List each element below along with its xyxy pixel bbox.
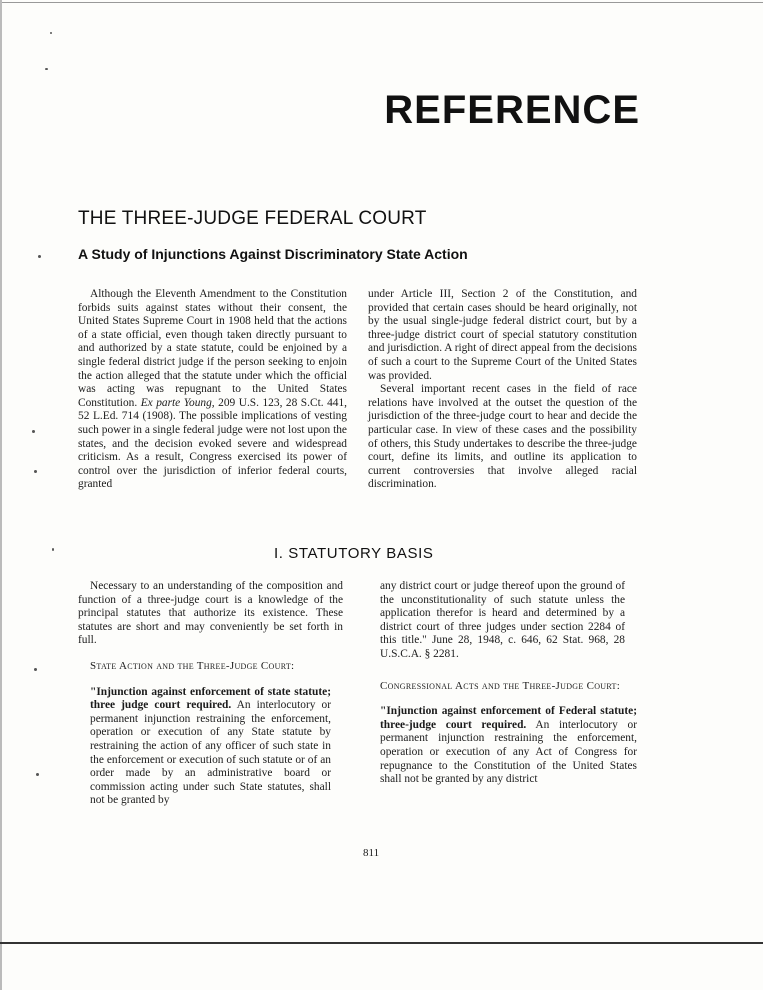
quote-text: An interlocutory or permanent injunction restraining the enforcement, operation or execution of any Act of Congress for repugnance to the Constitution of the United States shall not be granted by any district xyxy=(380,718,637,786)
left-edge-shadow xyxy=(0,0,2,990)
section-left-column xyxy=(78,580,343,808)
intro-left-column xyxy=(78,288,347,492)
intro-text-b: 209 U.S. 123, 28 S.Ct. 441, 52 L.Ed. 714 (1908). The possible implications of vesting such power in a single federal judge were not lost upon the states, and the decision evoked severe and widespread criticism. As a result, Congress exercised its power of control over the jurisdiction of inferior federal courts, granted xyxy=(78,396,347,491)
section-paragraph: Necessary to an understanding of the composition and function of a three-judge court is a knowledge of the principal statutes that authorize its existence. These statutes are short and may conveniently be set forth in full. xyxy=(78,580,343,647)
intro-right-paragraph-1: under Article III, Section 2 of the Constitution, and provided that certain cases should be heard originally, not by the usual single-judge federal district court, but by a three-judge district court of special statutory constitution and jurisdiction. A right of direct appeal from the decisions of such a court to the Supreme Court of the United States was provided. xyxy=(368,288,637,382)
top-edge-rule xyxy=(0,2,763,3)
bottom-rule xyxy=(0,942,763,944)
intro-right-paragraph-2: Several important recent cases in the field of race relations have involved at the outset the question of the jurisdiction of the three-judge court to hear and decide the particular case. In view of these cases and the possibility of others, this Study undertakes to describe the three-judge court, define its limits, and outline its application to current controversies that involve alleged racial discrimination. xyxy=(368,383,637,491)
scan-speck xyxy=(45,68,48,70)
scan-speck xyxy=(36,773,39,776)
scan-speck xyxy=(32,430,35,433)
banner-heading: REFERENCE xyxy=(384,88,640,132)
scan-speck xyxy=(34,470,37,473)
quote-federal-statute xyxy=(380,705,637,787)
quote-state-statute xyxy=(90,686,331,808)
subhead-state-action: State Action and the Three-Judge Court: xyxy=(90,659,295,672)
quote-continuation-text: any district court or judge thereof upon the ground of the unconstitutionality of such statute unless the application therefor is heard and determined by a district court of three judges under section 2284 of this title." June 28, 1948, c. 646, 62 Stat. 968, 28 U.S.C.A. § 2281. xyxy=(380,580,625,660)
section-right-column xyxy=(368,580,637,787)
quote-text: An interlocutory or permanent injunction restraining the enforcement, operation or execution of any State statute by restraining the action of any officer of such state in the enforcement or execution of such statute or of an order made by an administrative board or commission acting under such State statutes, shall not be granted by xyxy=(90,699,331,807)
case-citation: Ex parte Young, xyxy=(140,396,215,409)
intro-paragraph xyxy=(78,288,347,492)
page-number: 811 xyxy=(363,847,380,859)
scan-speck xyxy=(52,548,54,551)
quote-heading: "Injunction against enforcement of Federal statute; three-judge court required. xyxy=(380,705,637,731)
quote-continuation xyxy=(380,580,625,662)
intro-right-column xyxy=(368,288,637,492)
scan-speck xyxy=(50,32,52,34)
subhead-congressional-acts: Congressional Acts and the Three-Judge Court: xyxy=(380,679,621,692)
intro-text-a: Although the Eleventh Amendment to the Constitution forbids suits against states without their consent, the United States Supreme Court in 1908 held that the actions of a state official, even though taken directly pursuant to and authorized by a state statute, could be enjoined by a single federal district judge if the person seeking to enjoin the action alleged that the statute under which the official was acting was repugnant to the United States Constitution. xyxy=(78,288,347,409)
scan-speck xyxy=(38,255,41,258)
article-title: THE THREE-JUDGE FEDERAL COURT xyxy=(78,208,427,229)
quote-heading: "Injunction against enforcement of state statute; three judge court required. xyxy=(90,685,331,712)
article-subtitle: A Study of Injunctions Against Discriminatory State Action xyxy=(78,246,468,262)
scan-speck xyxy=(34,668,37,671)
section-heading: I. STATUTORY BASIS xyxy=(274,545,434,562)
